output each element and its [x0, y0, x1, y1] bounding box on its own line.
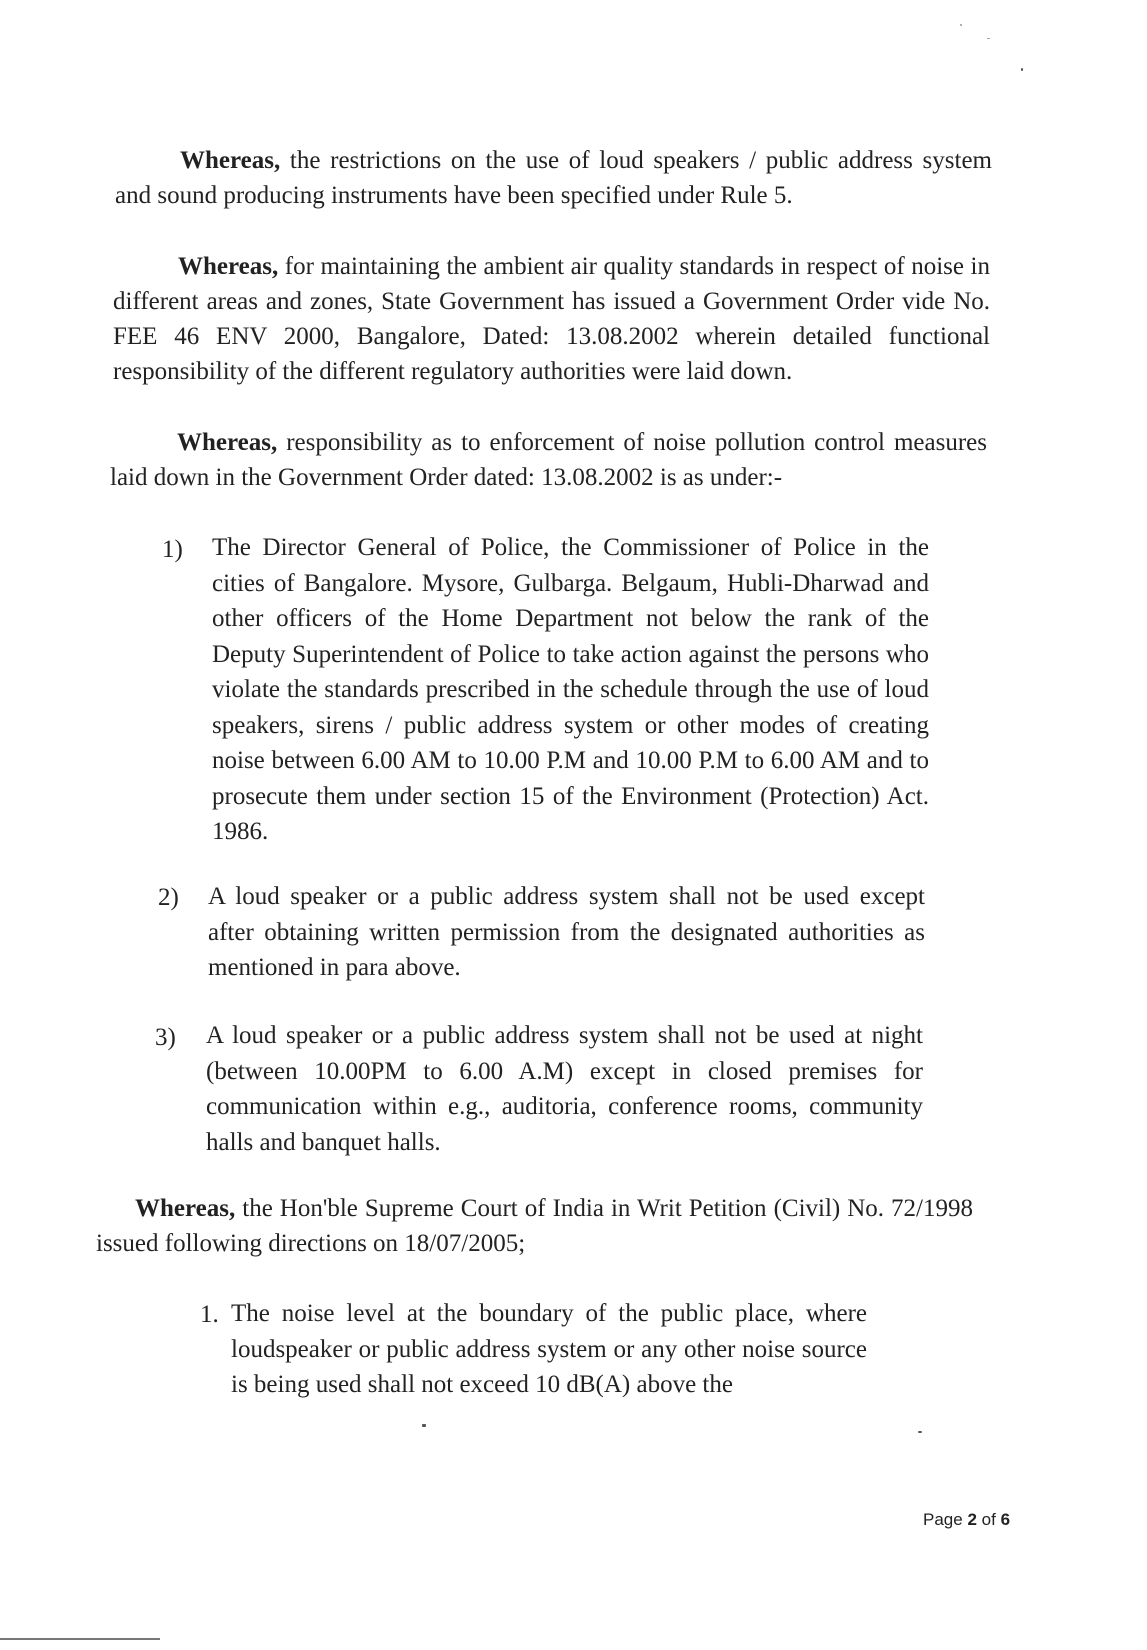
scan-speck: [1021, 68, 1023, 71]
whereas-paragraph-government-order: [113, 249, 990, 389]
scan-speck: [960, 24, 962, 26]
current-page: 2: [967, 1510, 977, 1529]
whereas-lead: Whereas,: [177, 429, 278, 456]
whereas-paragraph-enforcement: [110, 425, 987, 495]
scan-edge-line: [0, 1638, 160, 1640]
paragraph-text: for maintaining the ambient air quality standards in respect of noise in different areas and zones, State Government has issued a Government Order vide No. FEE 46 ENV 2000, Bangalore, Dated: 13.08.2002 wherein detailed functional responsibility of the different regulatory authorities were laid down.: [113, 253, 990, 385]
list-item-number: 1): [162, 536, 183, 563]
whereas-paragraph-supreme-court: [96, 1191, 973, 1261]
paragraph-text: responsibility as to enforcement of noise pollution control measures laid down in the Government Order dated: 13.08.2002 is as under:-: [110, 429, 987, 491]
page-label: Page: [923, 1510, 963, 1529]
list-item-police-officers: The Director General of Police, the Commissioner of Police in the cities of Bangalore. Mysore, Gulbarga. Belgaum, Hubli-Dharwad and other officers of the Home Department not below the rank of the Deputy Superintendent of Police to take action against the persons who violate the standards prescribed in the schedule through the use of loud speakers, sirens / public address system or other modes of creating noise between 6.00 AM to 10.00 P.M and 10.00 P.M to 6.00 AM and to prosecute them under section 15 of the Environment (Protection) Act. 1986.: [212, 534, 929, 845]
whereas-paragraph-rule5: [115, 143, 992, 213]
scan-speck: [422, 1424, 426, 1427]
list-item-night-restriction: A loud speaker or a public address system shall not be used at night (between 10.00PM to 6.00 A.M) except in closed premises for communication within e.g., auditoria, conference rooms, community halls and banquet halls.: [206, 1022, 923, 1156]
page-number: [923, 1510, 1010, 1530]
total-pages: 6: [1000, 1510, 1011, 1529]
scan-speck: [918, 1431, 922, 1433]
list-item-number: 3): [155, 1024, 176, 1051]
list-item-written-permission: A loud speaker or a public address system shall not be used except after obtaining written permission from the designated authorities as mentioned in para above.: [208, 883, 925, 981]
paragraph-text: the restrictions on the use of loud speakers / public address system and sound producing instruments have been specified under Rule 5.: [115, 147, 992, 209]
paragraph-text: the Hon'ble Supreme Court of India in Writ Petition (Civil) No. 72/1998 issued following directions on 18/07/2005;: [96, 1195, 973, 1257]
whereas-lead: Whereas,: [180, 147, 281, 174]
whereas-lead: Whereas,: [178, 253, 279, 280]
scan-speck: [987, 38, 990, 39]
list-item-noise-level-boundary: The noise level at the boundary of the public place, where loudspeaker or public address system or any other noise source is being used shall not exceed 10 dB(A) above the: [231, 1300, 867, 1398]
list-item-number: 1.: [200, 1301, 219, 1328]
of-label: of: [981, 1510, 996, 1529]
list-item-number: 2): [158, 884, 179, 911]
whereas-lead: Whereas,: [135, 1195, 236, 1222]
